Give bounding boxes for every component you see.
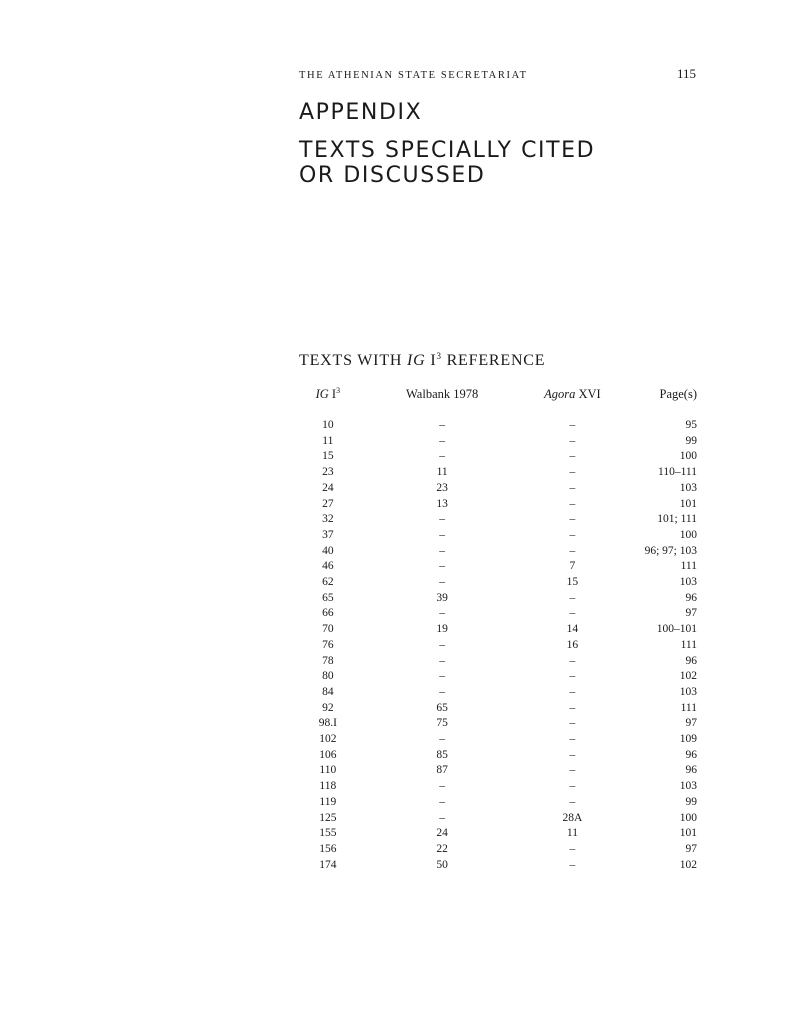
table-row [299,559,699,575]
cell-walbank: – [439,434,445,447]
cell-walbank: 87 [436,764,448,777]
table-row [299,465,699,481]
cell-agora: – [569,701,576,714]
cell-pages: 101; 111 [657,513,697,526]
cell-agora: – [569,497,576,510]
cell-ig: 62 [322,576,334,589]
cell-ig: 125 [319,811,337,824]
cell-walbank: 85 [436,748,448,761]
cell-walbank: – [439,607,445,620]
cell-ig: 80 [322,670,334,683]
cell-ig: 11 [322,434,334,447]
table-row [299,497,699,513]
cell-pages: 96 [685,748,697,761]
cell-walbank: 19 [436,623,448,636]
cell-pages: 96 [685,764,697,777]
table-row [299,685,699,701]
cell-pages: 96 [685,591,697,604]
cell-agora: 11 [566,827,578,840]
table-row [299,669,699,685]
cell-ig: 37 [322,528,334,541]
cell-walbank: – [439,795,445,808]
cell-agora: – [569,685,576,698]
table-row [299,434,699,450]
cell-walbank: – [439,638,445,651]
table-row [299,811,699,827]
cell-walbank: – [439,528,445,541]
table-row [299,748,699,764]
table-row [299,858,699,874]
cell-pages: 97 [685,717,697,730]
cell-walbank: – [439,450,445,463]
table-row [299,575,699,591]
cell-agora: 16 [566,638,579,651]
cell-ig: 23 [322,466,334,479]
appendix-heading [299,100,595,188]
cell-pages: 99 [685,795,697,808]
table-row [299,763,699,779]
cell-pages: 102 [679,858,697,871]
cell-pages: 102 [679,670,697,683]
cell-agora: – [569,591,576,604]
cell-agora: – [569,513,576,526]
cell-agora: – [569,858,576,871]
cell-ig: 78 [322,654,334,667]
cell-ig: 10 [322,419,334,431]
cell-agora: 7 [569,560,576,573]
running-head-title: THE ATHENIAN STATE SECRETARIAT [299,70,528,81]
section-heading [299,351,545,370]
table-header-row [299,386,699,418]
table-row [299,779,699,795]
cell-agora: – [569,748,576,761]
cell-agora: 15 [566,576,579,589]
table-row [299,606,699,622]
cell-pages: 101 [679,497,697,510]
table-row [299,512,699,528]
table-row [299,622,699,638]
cell-agora: – [569,717,576,730]
table-row [299,638,699,654]
cell-walbank: – [439,670,445,683]
cell-pages: 96; 97; 103 [644,544,697,557]
cell-ig: 46 [322,560,334,573]
cell-agora: – [569,795,576,808]
cell-walbank: 65 [436,701,448,714]
cell-ig: 110 [319,764,337,777]
cell-agora: – [569,842,576,855]
cell-agora: – [569,466,576,479]
cell-walbank: 50 [436,858,448,871]
header-agora-roman: XVI [575,386,601,401]
cell-agora: – [569,654,576,667]
cell-agora: – [569,733,576,746]
appendix-label: APPENDIX [299,100,423,125]
cell-agora: – [569,419,576,431]
section-heading-sup: 3 [436,351,442,361]
texts-table [299,386,699,873]
cell-walbank: 75 [436,717,448,730]
cell-pages: 111 [680,638,697,651]
header-ig-italic: IG [315,387,329,401]
table-row [299,544,699,560]
table-body [299,418,699,873]
header-ig-sup: 3 [336,386,341,395]
cell-pages: 103 [679,576,697,589]
cell-pages: 95 [685,419,697,431]
cell-walbank: – [439,544,445,557]
section-heading-suffix: REFERENCE [441,352,546,369]
appendix-title-line-1: TEXTS SPECIALLY CITED [299,138,596,163]
cell-pages: 100 [679,450,697,463]
cell-agora: 28A [562,811,583,824]
cell-agora: – [569,528,576,541]
header-agora-italic: Agora [544,386,576,401]
cell-ig: 118 [319,780,337,793]
cell-pages: 103 [679,780,697,793]
cell-ig: 156 [319,842,337,855]
cell-agora: – [569,434,576,447]
cell-ig: 98.I [318,717,337,730]
cell-walbank: 23 [436,481,448,494]
cell-pages: 99 [685,434,697,447]
cell-walbank: 22 [436,842,448,855]
cell-ig: 40 [322,544,334,557]
cell-pages: 111 [680,560,697,573]
cell-pages: 97 [685,842,697,855]
cell-ig: 84 [322,685,334,698]
cell-ig: 24 [322,481,334,494]
header-ig [299,386,357,418]
cell-pages: 97 [685,607,697,620]
cell-agora: – [569,670,576,683]
section-heading-ig: IG [407,352,426,369]
cell-ig: 155 [319,827,337,840]
table-row [299,732,699,748]
cell-ig: 92 [322,701,334,714]
header-agora [528,386,618,418]
cell-pages: 103 [679,685,697,698]
cell-pages: 100 [679,811,697,824]
cell-pages: 103 [679,481,697,494]
cell-walbank: – [439,780,445,793]
header-ig-roman: I [328,387,337,401]
cell-walbank: – [439,811,445,824]
cell-ig: 70 [322,623,334,636]
cell-agora: – [569,780,576,793]
cell-walbank: 11 [436,466,448,479]
cell-walbank: – [439,513,445,526]
section-heading-roman: I [425,352,437,369]
cell-pages: 101 [679,827,697,840]
cell-walbank: 24 [436,827,448,840]
table-row [299,716,699,732]
table-row [299,418,699,434]
cell-agora: – [569,481,576,494]
table-row [299,591,699,607]
cell-ig: 65 [322,591,334,604]
section-heading-prefix: TEXTS WITH [299,352,408,369]
cell-pages: 100 [679,528,697,541]
cell-ig: 66 [322,607,334,620]
table-row [299,701,699,717]
cell-ig: 119 [319,795,337,808]
cell-agora: – [569,450,576,463]
cell-ig: 76 [322,638,334,651]
cell-pages: 100–101 [656,623,697,636]
table-row [299,654,699,670]
cell-walbank: – [439,733,445,746]
table-row [299,528,699,544]
table-row [299,795,699,811]
cell-walbank: 13 [436,497,448,510]
cell-agora: 14 [566,623,579,636]
running-head [299,66,696,82]
table-row [299,826,699,842]
cell-walbank: – [439,654,445,667]
cell-pages: 96 [685,654,697,667]
table-row [299,449,699,465]
cell-agora: – [569,764,576,777]
cell-pages: 110–111 [658,466,697,479]
cell-ig: 174 [319,858,337,871]
table-row [299,842,699,858]
cell-ig: 106 [319,748,337,761]
appendix-title-line-2: OR DISCUSSED [299,163,486,188]
cell-walbank: – [439,576,445,589]
cell-pages: 109 [679,733,697,746]
cell-ig: 27 [322,497,334,510]
cell-agora: – [569,544,576,557]
cell-ig: 32 [322,513,334,526]
cell-walbank: – [439,560,445,573]
cell-agora: – [569,607,576,620]
cell-pages: 111 [680,701,697,714]
header-walbank: Walbank 1978 [406,386,479,401]
cell-walbank: – [439,419,445,431]
cell-ig: 102 [319,733,337,746]
page-number: 115 [676,66,696,81]
table-row [299,481,699,497]
header-pages: Page(s) [659,386,697,401]
cell-walbank: 39 [436,591,448,604]
cell-walbank: – [439,685,445,698]
cell-ig: 15 [322,450,334,463]
